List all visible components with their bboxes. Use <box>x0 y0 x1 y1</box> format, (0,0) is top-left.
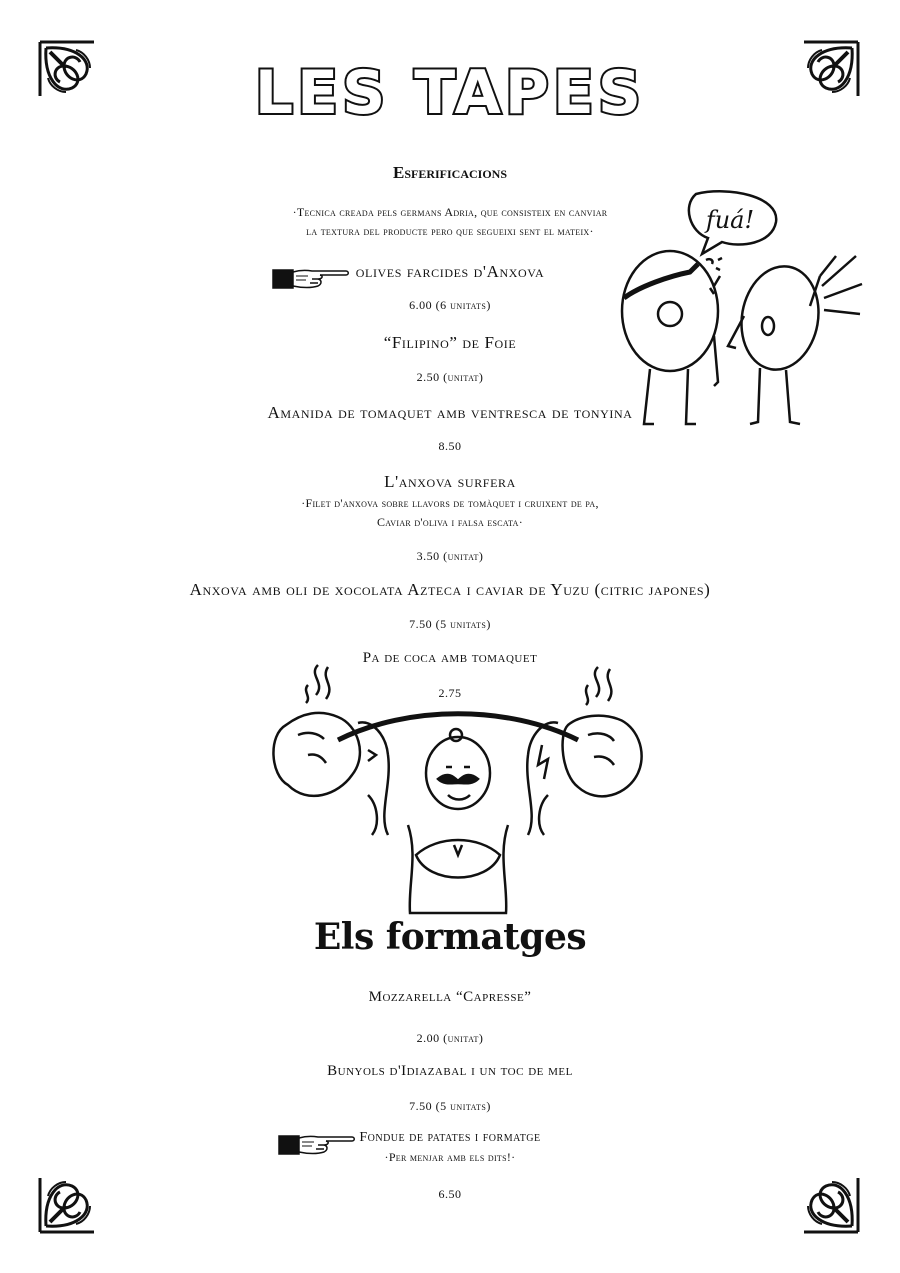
section-heading: Esferificacions <box>392 163 508 182</box>
section-title: Els formatges <box>313 916 587 958</box>
menu-item-name: Amanida de tomaquet amb ventresca de tonyina <box>267 403 633 422</box>
menu-item-name: Pa de coca amb tomaquet <box>362 650 538 666</box>
menu-item-price: 8.50 <box>438 439 462 453</box>
menu-item-price: 2.75 <box>438 686 462 700</box>
corner-ornament-icon <box>800 1174 862 1236</box>
menu-item-price: 7.50 (5 unitats) <box>409 617 491 631</box>
page-title: LES TAPES <box>254 58 646 128</box>
menu-item-name: Anxova amb oli de xocolata Azteca i caviar de Yuzu (citric japones) <box>189 580 711 599</box>
menu-item-description: Caviar d'oliva i falsa escata· <box>376 515 524 529</box>
menu-item-price: 2.50 (unitat) <box>416 370 484 384</box>
menu-item-price: 7.50 (5 unitats) <box>409 1099 491 1113</box>
menu-item-name: Mozzarella “Capresse” <box>368 989 532 1005</box>
section-description: ·Tecnica creada pels germans Adria, que consisteix en canviar <box>292 205 608 219</box>
menu-item-name: Fondue de patates i formatge <box>359 1130 541 1145</box>
menu-item-name: L'anxova surfera <box>384 472 516 491</box>
menu-item-note: ·Per menjar amb els dits!· <box>384 1150 516 1164</box>
menu-item-price: 3.50 (unitat) <box>416 549 484 563</box>
section-description: la textura del producte pero que segueixi sent el mateix· <box>306 224 594 238</box>
corner-ornament-icon <box>36 1174 98 1236</box>
strongman-illustration <box>268 655 648 920</box>
speech-bubble-text: fuá! <box>705 206 755 234</box>
menu-item-name: “Filipino” de Foie <box>383 333 517 352</box>
menu-item-name: Bunyols d'Idiazabal i un toc de mel <box>327 1063 573 1079</box>
menu-item-price: 2.00 (unitat) <box>416 1031 484 1045</box>
menu-item-name: olives farcides d'Anxova <box>355 262 545 281</box>
menu-item-description: ·Filet d'anxova sobre llavors de tomàquet i cruixent de pa, <box>301 496 599 510</box>
olive-characters-illustration <box>610 186 870 431</box>
menu-item-price: 6.50 <box>438 1187 462 1201</box>
menu-item-price: 6.00 (6 unitats) <box>409 298 491 312</box>
